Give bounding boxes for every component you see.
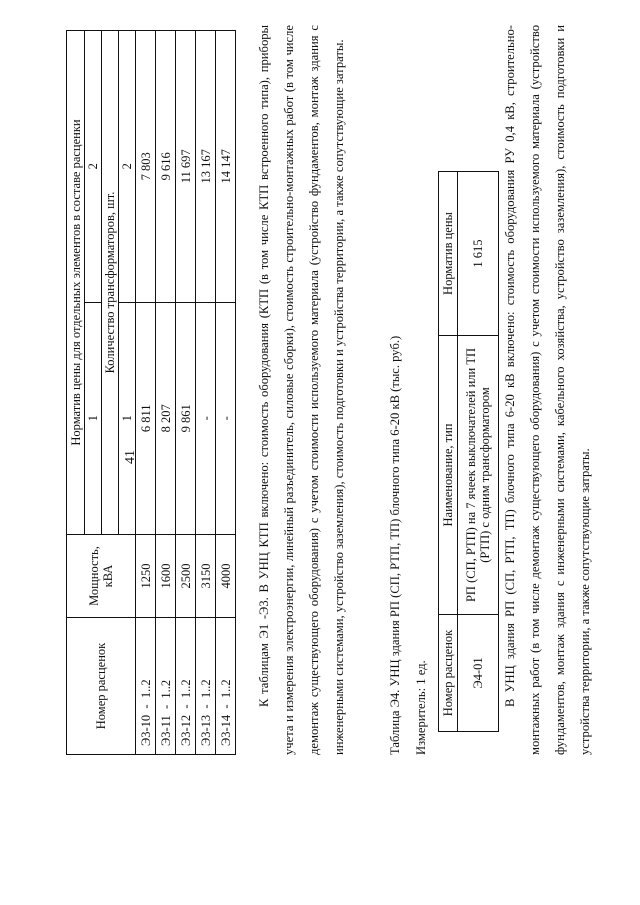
rate-code: Э3-11 - 1..2 [156,618,176,755]
item-name: РП (СП, РТП) на 7 ячеек выключателей или ТП (РТП) с одним трансформатором [458,336,499,615]
header-transformer-count: Количество трансформаторов, шт. [102,31,119,535]
price-table-e4 [438,171,499,732]
header-power: Мощность, кВА [67,535,136,618]
price-value-2: 9 616 [156,31,176,303]
header-rate-number: Номер расценок [439,615,458,732]
table-row [176,31,196,755]
rate-code: Э3-14 - 1..2 [216,618,236,755]
price-value-1: 8 207 [156,302,176,534]
power-value: 4000 [216,535,236,618]
table-row [216,31,236,755]
power-value: 1250 [136,535,156,618]
price-table-e3 [66,30,236,755]
power-value: 3150 [196,535,216,618]
header-qty-1: 1 [119,302,136,534]
header-price-norm: Норматив цены [439,172,458,336]
header-price-norm: Норматив цены для отдельных элементов в составе расценки [67,31,85,535]
rate-code: Э3-13 - 1..2 [196,618,216,755]
header-sub-1: 1 [85,302,102,534]
price-value-1: 9 861 [176,302,196,534]
table-row [156,31,176,755]
header-qty-2: 2 [119,31,136,303]
rate-code: Э3-12 - 1..2 [176,618,196,755]
table-row [136,31,156,755]
power-value: 1600 [156,535,176,618]
page-number: 41 [123,450,138,464]
rate-code: Э4-01 [458,615,499,732]
header-sub-2: 2 [85,31,102,303]
price-value-1: 6 811 [136,302,156,534]
price-value-1: - [216,302,236,534]
table-e4-title: Таблица Э4. УНЦ здания РП (СП, РТП, ТП) блочного типа 6-20 кВ (тыс. руб.) [388,335,402,755]
table-row [196,31,216,755]
header-rate-number: Номер расценок [67,618,136,755]
price-value-2: 11 697 [176,31,196,303]
power-value: 2500 [176,535,196,618]
table-e4-unit: Измеритель: 1 ед. [414,660,428,755]
header-name-type: Наименование, тип [439,336,458,615]
ktp-description [252,25,352,755]
rate-code: Э3-10 - 1..2 [136,618,156,755]
paragraph-rp: В УНЦ здания РП (СП, РТП, ТП) блочного типа 6-20 кВ включено: стоимость оборудования РУ 0,4 кВ, строительно-монтажных работ (в том числе демонтаж существующего оборудования) с учетом стоимости используемого материала (устройство фундаментов, монтаж здания с инженерными системами, кабельного хозяйства, устройство заземления), стоимость подготовки и устройства территории, а также сопутствующие затраты. [503,25,592,755]
price-value-2: 14 147 [216,31,236,303]
price-value-2: 7 803 [136,31,156,303]
price-value-2: 13 167 [196,31,216,303]
price-value-1: - [196,302,216,534]
table-row [458,172,499,732]
rp-description [498,25,598,755]
paragraph-ktp: К таблицам Э1 -Э3. В УНЦ КТП включено: стоимость оборудования (КТП (в том числе КТП встроенного типа), приборы учета и измерения электроэнергии, линейный разъединитель, силовые сборки), стоимость строительно-монтажных работ (в том числе демонтаж существующего оборудования) с учетом стоимости используемого материала (устройство фундаментов, монтаж здания с инженерными системами, устройство заземления), стоимость подготовки и устройства территории, а также сопутствующие затраты. [257,25,346,755]
price-value: 1 615 [458,172,499,336]
